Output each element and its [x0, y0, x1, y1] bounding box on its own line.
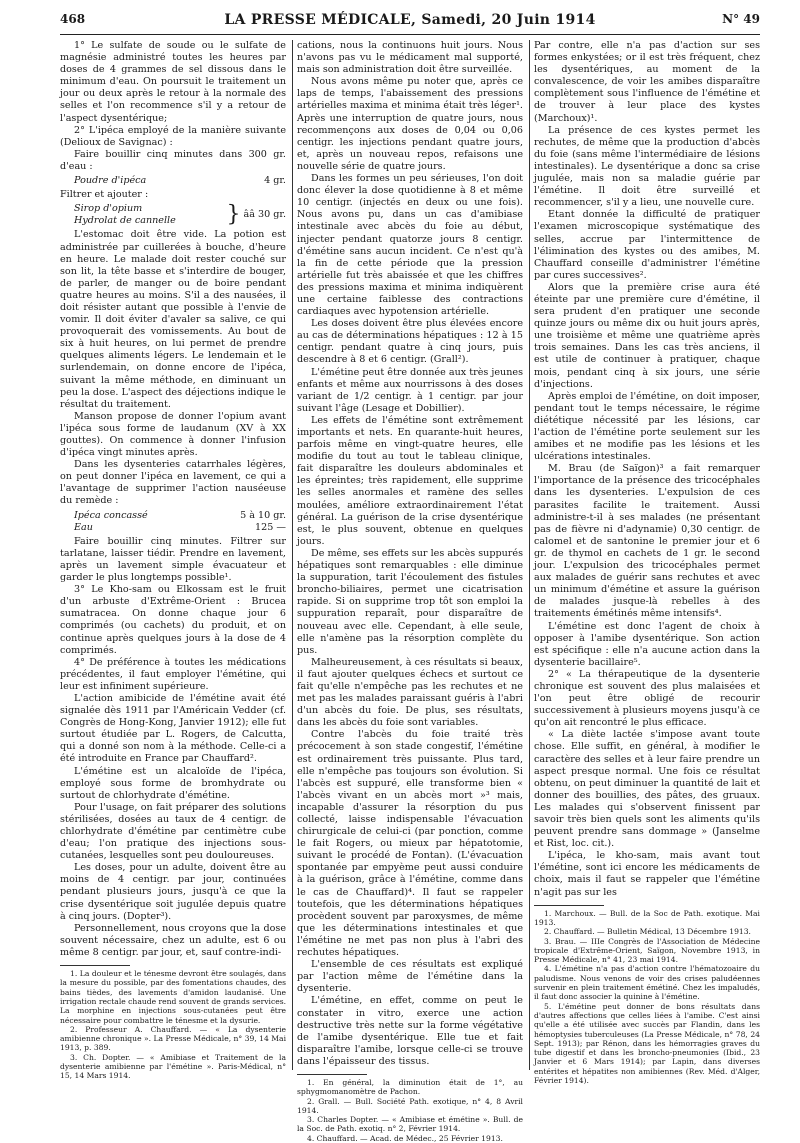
paragraph: Après emploi de l'émétine, on doit imposer, pendant tout le temps nécessaire, le régime diététique nécessité par les lésions, car l'action de l'émétine porte seulement sur les amibes et ne modifie pas les lésions et les ulcérations intestinales. [534, 390, 760, 463]
paragraph: cations, nous la continuons huit jours. Nous n'avons pas vu le médicament mal supporté, mais son administration doit être surveillée. [297, 40, 523, 76]
rx-ingredient: Hydrolat de cannelle [74, 215, 176, 227]
paragraph: Malheureusement, à ces résultats si beaux, il faut ajouter quelques échecs et surtout ce fait qu'elle n'empêche pas les rechutes et ne met pas les malades paraissant guéris à l'abri d'un abcès du foie. De plus, ses résultats, dans les abcès du foie sont variables. [297, 656, 523, 729]
paragraph: L'émétine peut être donnée aux très jeunes enfants et même aux nourrissons à des doses variant de 1/2 centigr. à 1 centigr. par jour suivant l'âge (Lesage et Dobillier). [297, 366, 523, 414]
paragraph: Alors que la première crise aura été éteinte par une première cure d'émétine, il sera prudent d'en pratiquer une seconde quinze jours ou même dix ou huit jours après, une troisième et même une quatrième après trois semaines. Dans les cas très anciens, il est utile de continuer à pratiquer, chaque mois, pendant cinq à six jours, une série d'injections. [534, 281, 760, 390]
column-divider [529, 40, 530, 1070]
paragraph: L'action amibicide de l'émétine avait été signalée dès 1911 par l'Américain Vedder (cf. Congrès de Hong-Kong, Janvier 1912); elle fut surtout étudiée par L. Rogers, de Calcutta, qui a donné son nom à la méthode. Celle-ci a été introduite en France par Chauffard². [60, 692, 286, 765]
paragraph: Etant donnée la difficulté de pratiquer l'examen microscopique systématique des selles, accrue par l'intermittence de l'élimination des kystes ou des amibes, M. Chauffard conseille d'administrer l'émétine par cures successives². [534, 209, 760, 281]
paragraph: De même, ses effets sur les abcès suppurés hépatiques sont remarquables : elle diminue la suppuration, tarit l'écoulement des fistules broncho-biliaires, permet une cicatrisation rapide. Si on supprime trop tôt son emploi la suppuration reparaît, pour disparaître de nouveau avec elle. Cependant, à elle seule, elle n'amène pas la résorption complète du pus. [297, 547, 523, 656]
page-header [60, 12, 760, 34]
paragraph: Dans les formes un peu sérieuses, l'on doit donc élever la dose quotidienne à 8 et même 10 centigr. (injectés en deux ou une fois). Nous avons pu, dans un cas d'amibiase intestinale avec abcès du foie au début, injecter pendant quatorze jours 8 centigr. d'émétine sans aucun incident. Ce n'est qu'à la fin de cette période que la pression artérielle fut très abaissée et que les chiffres des pressions maxima et minima indiquèrent une certaine faiblesse des contractions cardiaques avec hypotension artérielle. [297, 173, 523, 318]
paragraph: Nous avons même pu noter que, après ce laps de temps, l'abaissement des pressions artérielles maxima et minima était très léger¹. Après une interruption de quatre jours, nous recommençons aux doses de 0,04 ou 0,06 centigr. les injections pendant quatre jours, et, après un nouveau repos, refaisons une nouvelle série de quatre jours. [297, 76, 523, 172]
footnote: 3. Brau. — IIIe Congrès de l'Association de Médecine tropicale d'Extrême-Orient, Saïgon, Novembre 1913, in Presse Médicale, n° 41, 23 mai 1914. [534, 936, 760, 965]
footnote: 1. En général, la diminution était de 1°, au sphygmomanomètre de Pachon. [297, 1077, 523, 1097]
prescription [60, 510, 286, 534]
paragraph: Contre l'abcès du foie traité très précocement à son stade congestif, l'émétine est ordinairement très puissante. Plus tard, elle n'empêche pas toujours son évolution. Si l'abcès est suppuré, elle transforme bien « l'abcès vivant en un abcès mort »³ mais, incapable d'assurer la résorption du pus collecté, laisse indispensable l'évacuation chirurgicale de celui-ci (par ponction, comme le fait Rogers, ou mieux par hépatotomie, suivant le procédé de Fontan). (L'évacuation spontanée par empyème peut aussi conduire à la guérison, grâce à l'émétine, comme dans le cas de Chauffard)⁴. Il faut se rappeler toutefois, que les déterminations hépatiques procèdent souvent par paroxysmes, de même que les déterminations intestinales et que l'émétine ne met pas non plus à l'abri des rechutes hépatiques. [297, 729, 523, 959]
paragraph: 3° Le Kho-sam ou Elkossam est le fruit d'un arbuste d'Extrême-Orient : Brucea sumatracea. On donne chaque jour 6 comprimés (ou cachets) du produit, et on continue après quelques jours à la dose de 4 comprimés. [60, 584, 286, 656]
footnote: 1. Marchoux. — Bull. de la Soc de Path. exotique. Mai 1913. [534, 908, 760, 927]
header-rule [60, 34, 760, 35]
rx-ingredient: Eau [74, 521, 93, 533]
footnote: 2. Chauffard. — Bulletin Médical, 13 Décembre 1913. [544, 927, 751, 937]
rx-dose: 5 à 10 gr. [240, 509, 286, 521]
footnotes [534, 909, 760, 1086]
paragraph: Par contre, elle n'a pas d'action sur ses formes enkystées; or il est très fréquent, chez les dysentériques, au moment de la convalescence, de voir les amibes disparaître complètement sous l'influence de l'émétine et de trouver à leur place des kystes (Marchoux)¹. [534, 40, 760, 124]
rx-dose: ââ 30 gr. [243, 209, 286, 221]
brace-glyph: } [226, 202, 241, 228]
paragraph: L'émétine, en effet, comme on peut le constater in vitro, exerce une action destructive très nette sur la forme végétative de l'amibe dysentérique. Elle tue et fait disparaître l'amibe, lorsque celle-ci se trouve dans l'épaisseur des tissus. [297, 995, 523, 1067]
footnote: 5. L'émétine peut donner de bons résultats dans d'autres affections que celles liées à l'amibe. C'est ainsi qu'elle a été utilisée avec succès par Flandin, dans les hémoptysies tuberculeuses (La Presse Médicale, n° 78, 24 Sept. 1913); par Rénon, dans les hémorragies graves du tube digestif et dans les broncho-pneumonies (Ibid., 23 Janvier et 6 Mars 1914); par Lapin, dans diverses entérites et hépatites non amibiennes (Rev. Méd. d'Alger, Février 1914). [534, 1001, 760, 1085]
paragraph: « La diète lactée s'impose avant toute chose. Elle suffit, en général, à modifier le caractère des selles et à leur faire prendre un aspect presque normal. Une fois ce résultat obtenu, on peut diminuer la quantité de lait et donner des bouillies, des pâtes, des gruaux. Les malades qui s'observent finissent par savoir très bien quels sont les aliments qu'ils peuvent prendre sans dommage » (Janselme et Rist, loc. cit.). [534, 729, 760, 850]
paragraph: L'émétine est un alcaloïde de l'ipéca, employé sous forme de bromhydrate ou surtout de chlorhydrate d'émétine. [60, 765, 286, 801]
paragraph: 4° De préférence à toutes les médications précédentes, il faut employer l'émétine, qui leur est infiniment supérieure. [60, 656, 286, 692]
rx-ingredient: Sirop d'opium [74, 203, 143, 215]
text-column-1 [60, 40, 286, 1081]
footnote: 4. L'émétine n'a pas d'action contre l'hématozoaire du paludisme. Nous venons de voir des crises paludéennes survenir en plein traitement émétiné. Chez les impaludés, il faut donc associer la quinine à l'émétine. [534, 964, 760, 1002]
paragraph: 2° « La thérapeutique de la dysenterie chronique est souvent des plus malaisées et l'on peut être obligé de recourir successivement à plusieurs moyens jusqu'à ce qu'on ait rencontré le plus efficace. [534, 668, 760, 729]
paragraph: 1° Le sulfate de soude ou le sulfate de magnésie administré toutes les heures par doses de 4 grammes de sel dissous dans le minimum d'eau. On poursuit le traitement un jour ou deux après le retour à la normale des selles et l'on recommence s'il y a retour de l'aspect dysentérique; [60, 40, 286, 124]
paragraph: Personnellement, nous croyons que la dose souvent nécessaire, chez un adulte, est 6 ou même 8 centigr. par jour, et, sauf contre-indi- [60, 922, 286, 958]
footnote: 3. Charles Dopter. — « Amibiase et émétine ». Bull. de la Soc. de Path. exotiq. n° 2, Février 1914. [297, 1115, 523, 1134]
footnotes [60, 969, 286, 1081]
paragraph: M. Brau (de Saïgon)³ a fait remarquer l'importance de la présence des tricocéphales dans les dysenteries. L'expulsion de ces parasites facilite le traitement. Aussi administre-t-il à ses malades (ne présentant pas de fièvre ni d'adynamie) 0,30 centigr. de calomel et de santonine le premier jour et 6 gr. de thymol en cachets de 1 gr. le second jour. L'expulsion des tricocéphales permet aux malades de guérir sans rechutes et avec un minimum d'émétine et assure la guérison de malades jusque-là rebelles à des traitements émétinés même intensifs⁴. [534, 463, 760, 620]
text-column-2 [297, 40, 523, 1143]
footnotes [297, 1078, 523, 1143]
footnote: 1. La douleur et le ténesme devront être soulagés, dans la mesure du possible, par des fomentations chaudes, des bains tièdes, des lavements d'amidon laudanisé. Une irrigation rectale chaude rend souvent de grands services. La morphine en injections sous-cutanées peut être nécessaire pour combattre le ténesme et la dysurie. [60, 969, 286, 1025]
paragraph: L'estomac doit être vide. La potion est administrée par cuillerées à bouche, d'heure en heure. Le malade doit rester couché sur son lit, la tête basse et s'interdire de bouger, de parler, de manger ou de boire pendant quatre heures au moins. S'il a des nausées, il doit résister autant que possible à l'envie de vomir. Il doit éviter d'avaler sa salive, ce qui provoquerait des vomissements. Au bout de six à huit heures, on lui permet de prendre quelques aliments légers. Le lendemain et le surlendemain, on donne encore de l'ipéca, suivant la même méthode, en diminuant un peu la dose. L'aspect des déjections indique le résultat du traitement. [60, 229, 286, 410]
paragraph: 2° L'ipéca employé de la manière suivante (Delioux de Savignac) : [60, 124, 286, 148]
footnote: 2. Professeur A. Chauffard. — « La dysenterie amibienne chronique ». La Presse Médicale, n° 39, 14 Mai 1913, p. 389. [60, 1024, 286, 1053]
footnote-rule [297, 1074, 367, 1075]
prescription [60, 203, 286, 227]
paragraph: L'ipéca, le kho-sam, mais avant tout l'émétine, sont ici encore les médicaments de choix, mais il faut se rappeler que l'émétine n'agit pas sur les [534, 850, 760, 898]
footnote: 4. Chauffard. — Acad. de Médec., 25 Février 1913. [307, 1133, 503, 1143]
page-number: 468 [60, 12, 86, 26]
rx-dose: 4 gr. [264, 175, 286, 187]
rx-dose: 125 — [255, 521, 286, 533]
paragraph: L'ensemble de ces résultats est expliqué par l'action même de l'émétine dans la dysenterie. [297, 959, 523, 995]
rx-ingredient: Poudre d'ipéca [74, 175, 147, 187]
footnote: 3. Ch. Dopter. — « Amibiase et Traitement de la dysenterie amibienne par l'émétine ». Paris-Médical, n° 15, 14 Mars 1914. [60, 1052, 286, 1081]
footnote: 2. Grall. — Bull. Société Path. exotique, n° 4, 8 Avril 1914. [297, 1096, 523, 1115]
paragraph: Pour l'usage, on fait préparer des solutions stérilisées, dosées au taux de 4 centigr. de chlorhydrate d'émétine par centimètre cube d'eau; l'on pratique des injections sous-cutanées, lesquelles sont peu douloureuses. [60, 801, 286, 862]
text-column-3 [534, 40, 760, 1085]
paragraph: Filtrer et ajouter : [60, 189, 149, 201]
paragraph: Faire bouillir cinq minutes. Filtrer sur tarlatane, laisser tiédir. Prendre en lavement, après un lavement simple évacuateur et garder le plus longtemps possible¹. [60, 535, 286, 584]
paragraph: Dans les dysenteries catarrhales légères, on peut donner l'ipéca en lavement, ce qui a l'avantage de supprimer l'action nauséeuse du remède : [60, 459, 286, 507]
paragraph: L'émétine est donc l'agent de choix à opposer à l'amibe dysentérique. Son action est spécifique : elle n'a aucune action dans la dysenterie bacillaire⁵. [534, 620, 760, 668]
footnote-rule [60, 965, 130, 966]
paragraph: Faire bouillir cinq minutes dans 300 gr. d'eau : [60, 148, 286, 172]
paragraph: Les doses doivent être plus élevées encore au cas de déterminations hépatiques : 12 à 15 centigr. pendant quatre à cinq jours, puis descendre à 8 et 6 centigr. (Grall²). [297, 318, 523, 366]
paragraph: Manson propose de donner l'opium avant l'ipéca sous forme de laudanum (XV à XX gouttes). On commence à donner l'infusion d'ipéca vingt minutes après. [60, 410, 286, 459]
prescription [60, 175, 286, 187]
issue-number: N° 49 [722, 12, 760, 26]
rx-ingredient: Ipéca concassé [74, 509, 148, 521]
paragraph: Les doses, pour un adulte, doivent être au moins de 4 centigr. par jour, continuées pendant plusieurs jours, jusqu'à ce que la crise dysentérique soit jugulée depuis quatre à cinq jours. (Dopter³). [60, 862, 286, 922]
column-divider [292, 40, 293, 1070]
journal-title: LA PRESSE MÉDICALE, Samedi, 20 Juin 1914 [224, 12, 596, 28]
paragraph: La présence de ces kystes permet les rechutes, de même que la production d'abcès du foie (sans même l'intermédiaire de lésions intestinales). Le dysentérique a donc sa crise jugulée, mais non sa maladie guérie par l'émétine. Il doit être surveillé et recommencer, s'il y a lieu, une nouvelle cure. [534, 124, 760, 209]
paragraph: Les effets de l'émétine sont extrêmement importants et nets. En quarante-huit heures, parfois même en vingt-quatre heures, elle modifie du tout au tout le tableau clinique, fait disparaître les douleurs abdominales et les épreintes; très rapidement, elle supprime les selles anormales et ramène des selles moulées, améliore extraordinairement l'état général. La guérison de la crise dysentérique est, le plus souvent, obtenue en quelques jours. [297, 414, 523, 547]
footnote-rule [534, 905, 604, 906]
